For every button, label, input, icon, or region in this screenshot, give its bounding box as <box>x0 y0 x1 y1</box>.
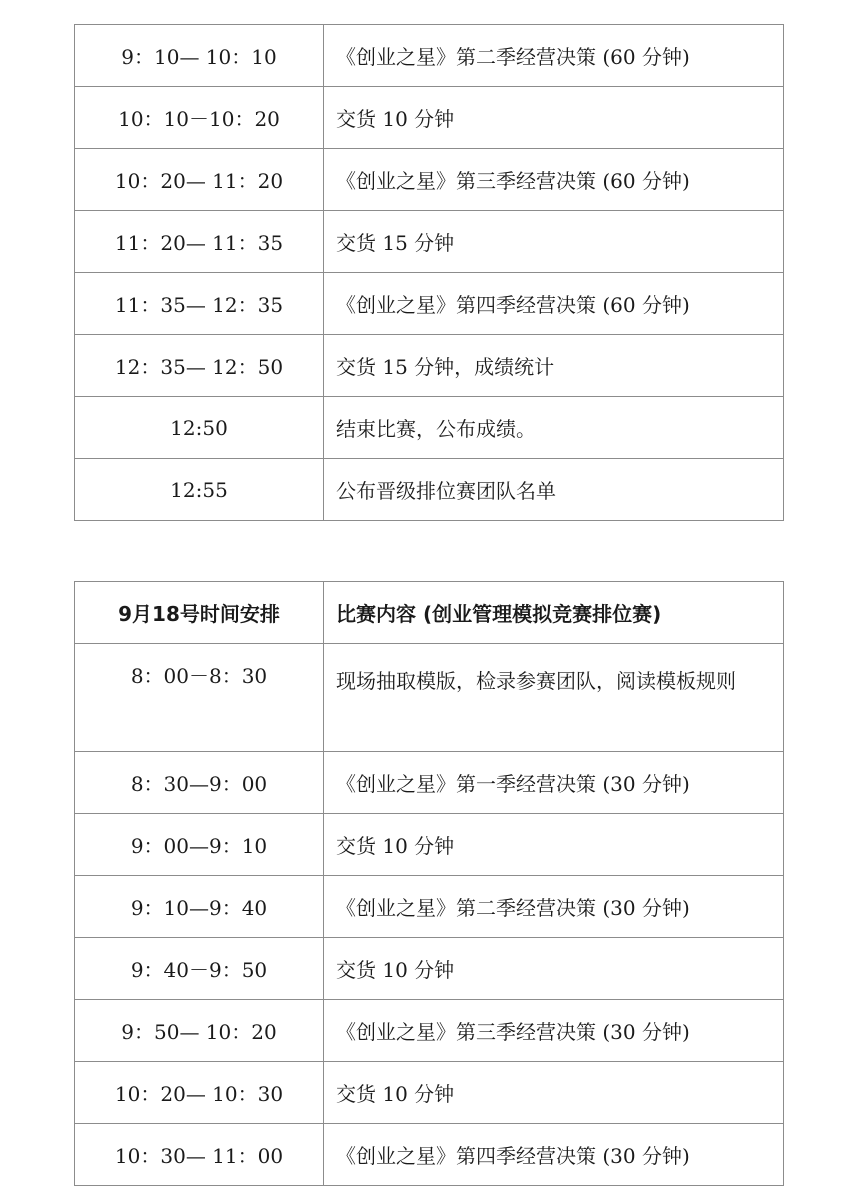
table-header-row <box>75 582 784 644</box>
table-row <box>75 1000 784 1062</box>
content-cell: 交货 15 分钟，成绩统计 <box>324 335 784 397</box>
content-cell: 交货 10 分钟 <box>324 1062 784 1124</box>
content-cell: 《创业之星》第三季经营决策 (30 分钟) <box>324 1000 784 1062</box>
table-row <box>75 87 784 149</box>
table-row <box>75 814 784 876</box>
content-cell: 交货 10 分钟 <box>324 938 784 1000</box>
time-cell: 10：20— 10：30 <box>75 1062 324 1124</box>
time-cell: 9：10—9：40 <box>75 876 324 938</box>
table-row <box>75 211 784 273</box>
time-cell: 11：35— 12：35 <box>75 273 324 335</box>
time-cell: 12:55 <box>75 459 324 521</box>
time-cell: 8：00－8：30 <box>75 644 324 752</box>
schedule-table-continued <box>74 24 784 521</box>
content-cell: 结束比赛，公布成绩。 <box>324 397 784 459</box>
content-cell: 《创业之星》第四季经营决策 (30 分钟) <box>324 1124 784 1186</box>
table-row <box>75 752 784 814</box>
time-cell: 9：00—9：10 <box>75 814 324 876</box>
time-cell: 10：10－10：20 <box>75 87 324 149</box>
table-row <box>75 149 784 211</box>
content-cell: 交货 15 分钟 <box>324 211 784 273</box>
time-cell: 9：50— 10：20 <box>75 1000 324 1062</box>
table-row <box>75 1062 784 1124</box>
content-cell: 《创业之星》第三季经营决策 (60 分钟) <box>324 149 784 211</box>
table-row <box>75 938 784 1000</box>
time-cell: 11：20— 11：35 <box>75 211 324 273</box>
content-cell: 现场抽取模版，检录参赛团队，阅读模板规则 <box>324 644 784 752</box>
content-cell: 《创业之星》第二季经营决策 (60 分钟) <box>324 25 784 87</box>
content-cell: 公布晋级排位赛团队名单 <box>324 459 784 521</box>
time-cell: 9：40－9：50 <box>75 938 324 1000</box>
time-cell: 12:50 <box>75 397 324 459</box>
header-time-cell: 9月18号时间安排 <box>75 582 324 644</box>
time-cell: 12：35— 12：50 <box>75 335 324 397</box>
header-content-cell: 比赛内容 (创业管理模拟竞赛排位赛) <box>324 582 784 644</box>
schedule-table-sept-18 <box>74 581 784 1186</box>
content-cell: 《创业之星》第四季经营决策 (60 分钟) <box>324 273 784 335</box>
time-cell: 8：30—9：00 <box>75 752 324 814</box>
content-cell: 《创业之星》第二季经营决策 (30 分钟) <box>324 876 784 938</box>
table-row <box>75 1124 784 1186</box>
table-row <box>75 397 784 459</box>
table-row <box>75 335 784 397</box>
time-cell: 10：30— 11：00 <box>75 1124 324 1186</box>
table-row <box>75 273 784 335</box>
table-row <box>75 459 784 521</box>
time-cell: 9：10— 10：10 <box>75 25 324 87</box>
content-cell: 交货 10 分钟 <box>324 87 784 149</box>
table-row <box>75 876 784 938</box>
time-cell: 10：20— 11：20 <box>75 149 324 211</box>
content-cell: 《创业之星》第一季经营决策 (30 分钟) <box>324 752 784 814</box>
table-row <box>75 644 784 752</box>
table-row <box>75 25 784 87</box>
content-cell: 交货 10 分钟 <box>324 814 784 876</box>
